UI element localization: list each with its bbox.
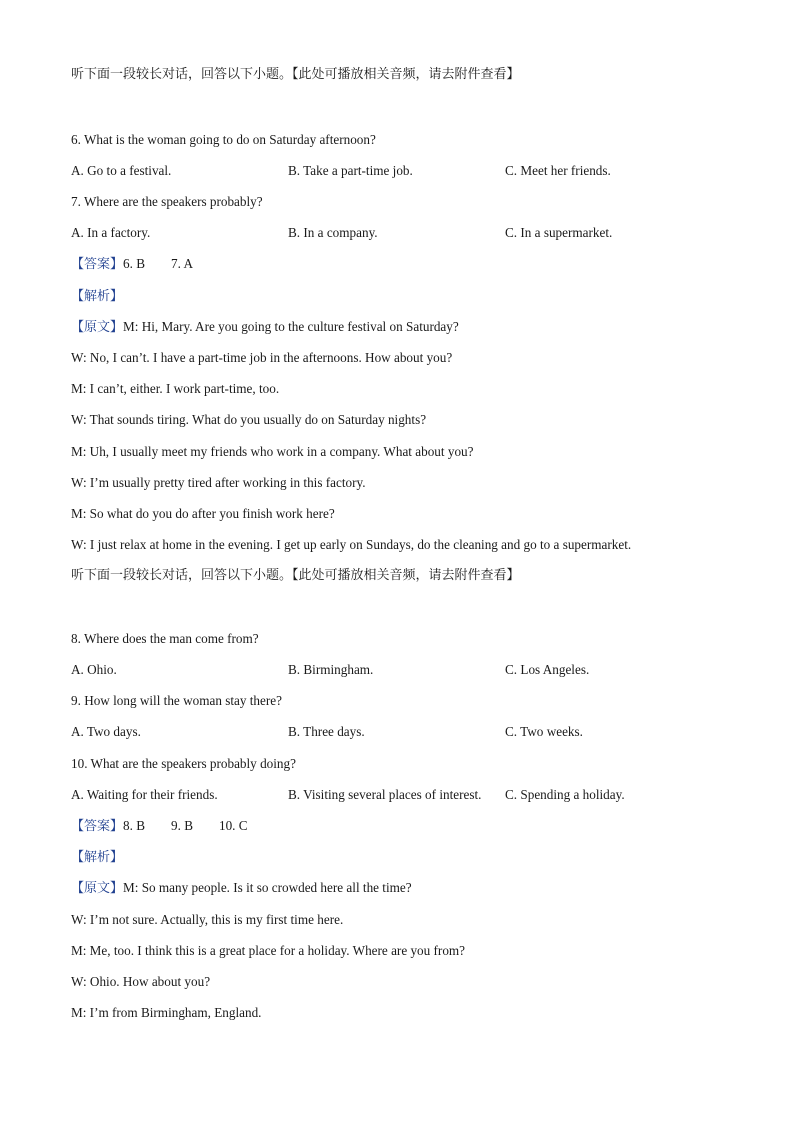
answer-line <box>71 817 248 836</box>
transcript-label: 【原文】 <box>71 320 124 335</box>
transcript-line: M: Uh, I usually meet my friends who work in a company. What about you? <box>71 444 474 459</box>
question-options <box>71 162 731 180</box>
question-text: 9. How long will the woman stay there? <box>71 693 282 708</box>
analysis-line <box>71 287 123 306</box>
option-a: A. Go to a festival. <box>71 163 172 178</box>
transcript-line: W: No, I can’t. I have a part-time job in the afternoons. How about you? <box>71 350 453 365</box>
transcript-line <box>71 879 412 898</box>
answer-label: 【答案】 <box>71 257 124 272</box>
answer-line <box>71 255 193 274</box>
option-a: A. Two days. <box>71 724 141 739</box>
analysis-label: 【解析】 <box>71 289 124 304</box>
section-instruction: 听下面一段较长对话，回答以下小题。【此处可播放相关音频，请去附件查看】 <box>71 568 520 583</box>
transcript-label: 【原文】 <box>71 881 124 896</box>
option-c: C. Los Angeles. <box>505 662 590 677</box>
transcript-line: W: Ohio. How about you? <box>71 974 211 989</box>
transcript-line <box>71 318 459 337</box>
answer-value: 8. B <box>123 818 145 833</box>
option-c: C. Two weeks. <box>505 724 583 739</box>
option-a: A. Ohio. <box>71 662 117 677</box>
transcript-line: M: So what do you do after you finish work here? <box>71 506 335 521</box>
transcript-line: M: I can’t, either. I work part-time, too. <box>71 381 280 396</box>
question-options <box>71 661 731 679</box>
option-b: B. In a company. <box>288 225 378 240</box>
option-b: B. Three days. <box>288 724 365 739</box>
transcript-line: W: I just relax at home in the evening. I get up early on Sundays, do the cleaning and go to a supermarket. <box>71 537 632 552</box>
answer-value: 9. B <box>171 818 193 833</box>
question-options <box>71 723 731 741</box>
option-b: B. Take a part-time job. <box>288 163 413 178</box>
option-c: C. In a supermarket. <box>505 225 613 240</box>
transcript-line: W: I’m usually pretty tired after working in this factory. <box>71 475 366 490</box>
question-text: 10. What are the speakers probably doing? <box>71 756 296 771</box>
option-b: B. Visiting several places of interest. <box>288 787 482 802</box>
transcript-line: W: That sounds tiring. What do you usually do on Saturday nights? <box>71 412 427 427</box>
answer-value: 7. A <box>171 256 193 271</box>
option-c: C. Spending a holiday. <box>505 787 625 802</box>
answer-value: 10. C <box>218 818 248 833</box>
question-text: 8. Where does the man come from? <box>71 631 259 646</box>
question-options <box>71 786 731 804</box>
option-b: B. Birmingham. <box>288 662 374 677</box>
option-c: C. Meet her friends. <box>505 163 611 178</box>
transcript-line: W: I’m not sure. Actually, this is my first time here. <box>71 912 344 927</box>
question-text: 6. What is the woman going to do on Saturday afternoon? <box>71 132 376 147</box>
answer-value: 6. B <box>123 256 145 271</box>
question-options <box>71 224 731 242</box>
question-text: 7. Where are the speakers probably? <box>71 194 263 209</box>
transcript-text: M: So many people. Is it so crowded here all the time? <box>123 880 412 895</box>
analysis-line <box>71 848 123 867</box>
transcript-line: M: Me, too. I think this is a great place for a holiday. Where are you from? <box>71 943 466 958</box>
section-instruction: 听下面一段较长对话，回答以下小题。【此处可播放相关音频，请去附件查看】 <box>71 67 520 82</box>
analysis-label: 【解析】 <box>71 850 124 865</box>
option-a: A. In a factory. <box>71 225 151 240</box>
answer-label: 【答案】 <box>71 819 124 834</box>
transcript-line: M: I’m from Birmingham, England. <box>71 1005 262 1020</box>
transcript-text: M: Hi, Mary. Are you going to the culture festival on Saturday? <box>123 319 459 334</box>
option-a: A. Waiting for their friends. <box>71 787 218 802</box>
